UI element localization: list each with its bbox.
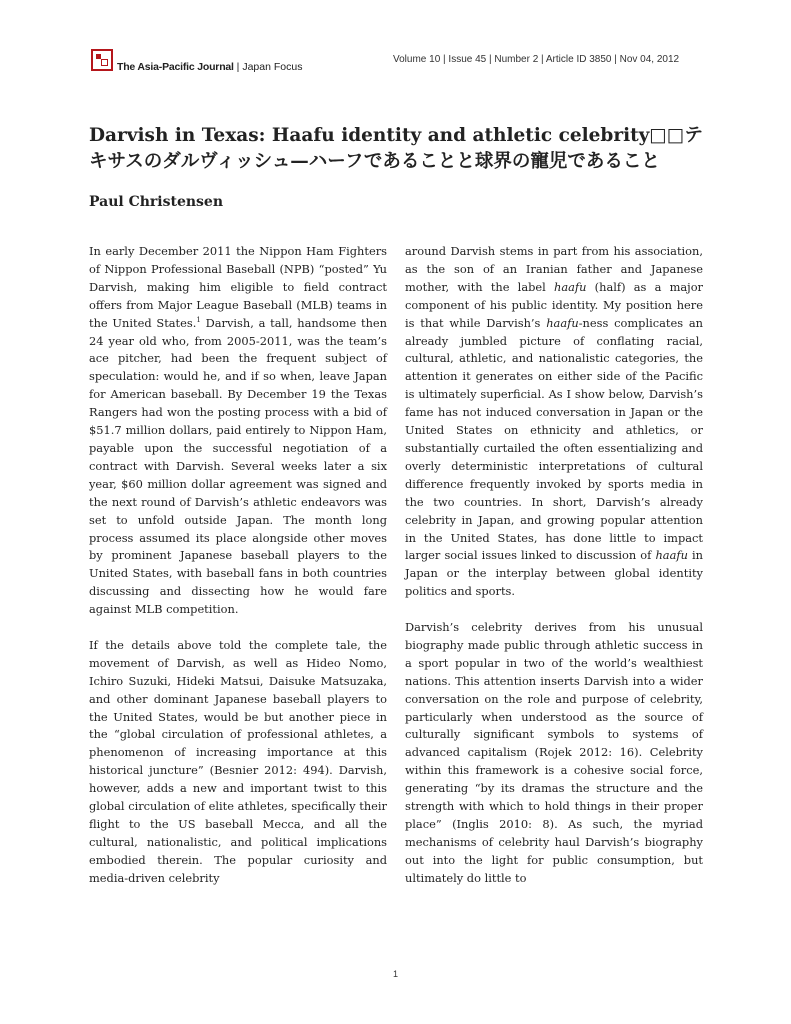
- text-run: in Japan or the interplay between global identity politics and sports.: [405, 548, 703, 599]
- journal-name-line: [117, 61, 302, 73]
- page-number: 1: [392, 969, 398, 979]
- journal-name: The Asia-Pacific Journal: [117, 61, 234, 73]
- emphasis: haafu: [655, 548, 688, 563]
- footnote-marker[interactable]: 1: [196, 315, 201, 324]
- text-run: around Darvish stems in part from his association, as the son of an Iranian father and Japanese mother, with the label: [405, 244, 703, 294]
- paragraph: If the details above told the complete tale, the movement of Darvish, as well as Hideo Nomo, Ichiro Suzuki, Hideki Matsui, Daisuke Matsuzaka, and other dominant Japanese baseball players to the United States, would be but another piece in the “global circulation of professional athletes, a phenomenon of increasing importance at this historical juncture” (Besnier 2012: 494). Darvish, however, adds a new and important twist to this global circulation of elite athletes, specifically their flight to the US baseball Mecca, and all the cultural, nationalistic, and political implications embodied therein. The popular curiosity and media-driven celebrity: [89, 637, 387, 885]
- emphasis: haafu: [546, 315, 579, 330]
- body-column-right: [405, 243, 703, 888]
- emphasis: haafu: [554, 279, 587, 294]
- text-run: Darvish, a tall, handsome then 24 year old who, from 2005-2011, was the team’s ace pitcher, had been the frequent subject of speculation: would he, and if so when, leave Japan for American baseball. By December 19 the Texas Rangers had won the posting process with a bid of $51.7 million dollars, paid entirely to Nippon Ham, payable upon the successful negotiation of a contract with Darvish. Several weeks later a six year, $60 million dollar agreement was signed and the next round of Darvish’s athletic endeavors was set to unfold outside Japan. The month long process assumed its place alongside other moves by prominent Japanese baseball players to the United States, with baseball fans in both countries discussing and dissecting how he would fare against MLB competition.: [89, 315, 387, 617]
- paragraph: [89, 243, 387, 619]
- paragraph: [405, 243, 703, 601]
- issue-info: Volume 10 | Issue 45 | Number 2 | Article ID 3850 | Nov 04, 2012: [393, 54, 680, 65]
- journal-section: Japan Focus: [242, 61, 303, 73]
- journal-separator: |: [233, 61, 243, 73]
- text-run: In early December 2011 the Nippon Ham Fighters of Nippon Professional Baseball (NPB) “posted” Yu Darvish, making him eligible to field contract offers from Major League Baseball (MLB) teams in the United States.: [89, 244, 387, 330]
- body-column-left: [89, 243, 387, 888]
- paragraph: Darvish’s celebrity derives from his unusual biography made public through athletic success in a sport popular in two of the world’s wealthiest nations. This attention inserts Darvish into a wider conversation on the role and purpose of celebrity, particularly when understood as the source of culturally significant symbols to systems of advanced capitalism (Rojek 2012: 16). Celebrity within this framework is a cohesive social force, generating “by its dramas the structure and the strength with which to hold things in their proper place” (Inglis 2010: 8). As such, the myriad mechanisms of celebrity haul Darvish’s biography out into the light for public consumption, but ultimately do little to: [405, 620, 703, 885]
- text-run: -ness complicates an already jumbled picture of conflating racial, cultural, athletic, and nationalistic categories, the attention it generates on either side of the Pacific is ultimately superficial. As I show below, Darvish’s fame has not induced conversation in Japan or the United States on ethnicity and athletics, or substantially curtailed the often essentializing and overly deterministic interpretations of cultural difference frequently invoked by sports media in the two countries. In short, Darvish’s already celebrity in Japan, and growing popular attention in the United States, has done little to impact larger social issues linked to discussion of: [405, 315, 703, 563]
- article-author: Paul Christensen: [89, 194, 224, 210]
- journal-logo-icon: [91, 49, 113, 71]
- text-run: (half) as a major component of his public identity. My position here is that while Darvish’s: [405, 279, 703, 330]
- article-title: Darvish in Texas: Haafu identity and athletic celebrity□□テキサスのダルヴィッシュ—ハーフであることと球界の寵児であること: [89, 125, 703, 172]
